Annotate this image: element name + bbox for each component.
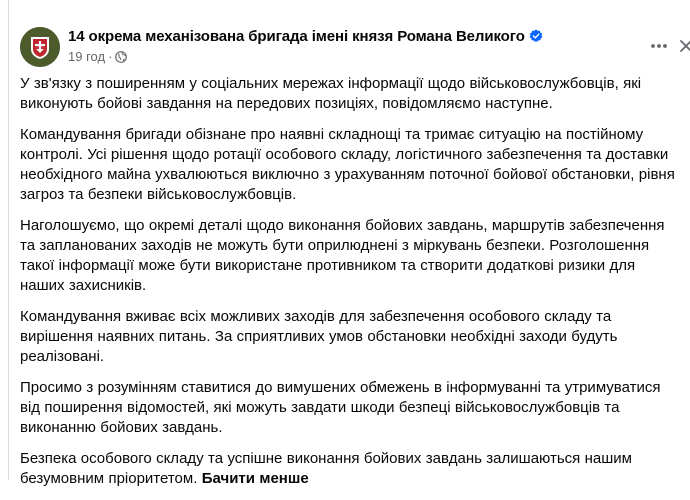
post-paragraph-text: Безпека особового складу та успішне виконання бойових завдань залишаються нашим безумовним пріоритетом. [20, 450, 632, 487]
more-horizontal-icon [649, 36, 669, 56]
post-body [20, 74, 680, 500]
post-header [9, 0, 690, 72]
post-time[interactable]: 19 год [68, 49, 106, 64]
post-paragraph: Просимо з розумінням ставитися до вимушених обмежень в інформуванні та утримуватися від поширення відомостей, які можуть завдати шкоди безпеці військовослужбовців та виконанню бойових завдань. [20, 379, 661, 436]
globe-icon[interactable] [115, 51, 127, 63]
post-meta [68, 49, 127, 64]
brigade-emblem-icon [20, 27, 60, 67]
close-icon [679, 39, 690, 53]
left-gutter [0, 0, 8, 480]
see-less-link[interactable]: Бачити менше [201, 470, 309, 487]
page-avatar[interactable] [20, 27, 60, 67]
post-paragraph-last [20, 449, 680, 489]
post-paragraph: Наголошуємо, що окремі деталі щодо виконання бойових завдань, маршрутів забезпечення та запланованих заходів не можуть бути оприлюднені з міркувань безпеки. Розголошення такої інформації може бути використане противником та створити додаткові ризики для наших захисників. [20, 217, 665, 294]
more-options-button[interactable] [643, 30, 675, 62]
post-paragraph: Командування бригади обізнане про наявні складнощі та тримає ситуацію на постійному контролі. Усі рішення щодо ротації особового складу, логістичного забезпечення та доставки необхідного майна ухвалюються виключно з урахуванням поточної бойової обстановки, рівня загроз та безпеки військовослужбовців. [20, 126, 675, 203]
post-card [8, 0, 690, 487]
post-paragraph: У зв'язку з поширенням у соціальних мережах інформації щодо військовослужбовців, які виконують бойові завдання на передових позиціях, повідомляємо наступне. [20, 75, 642, 112]
verified-badge-icon [529, 29, 543, 43]
hide-post-button[interactable] [679, 30, 690, 62]
page-name-text[interactable]: 14 окрема механізована бригада імені князя Романа Великого [68, 28, 525, 45]
meta-separator: · [108, 49, 113, 64]
post-paragraph: Командування вживає всіх можливих заходів для забезпечення особового складу та вирішення наявних питань. За сприятливих умов обстановки необхідні заходи будуть реалізовані. [20, 308, 618, 365]
page-name[interactable] [68, 28, 543, 45]
